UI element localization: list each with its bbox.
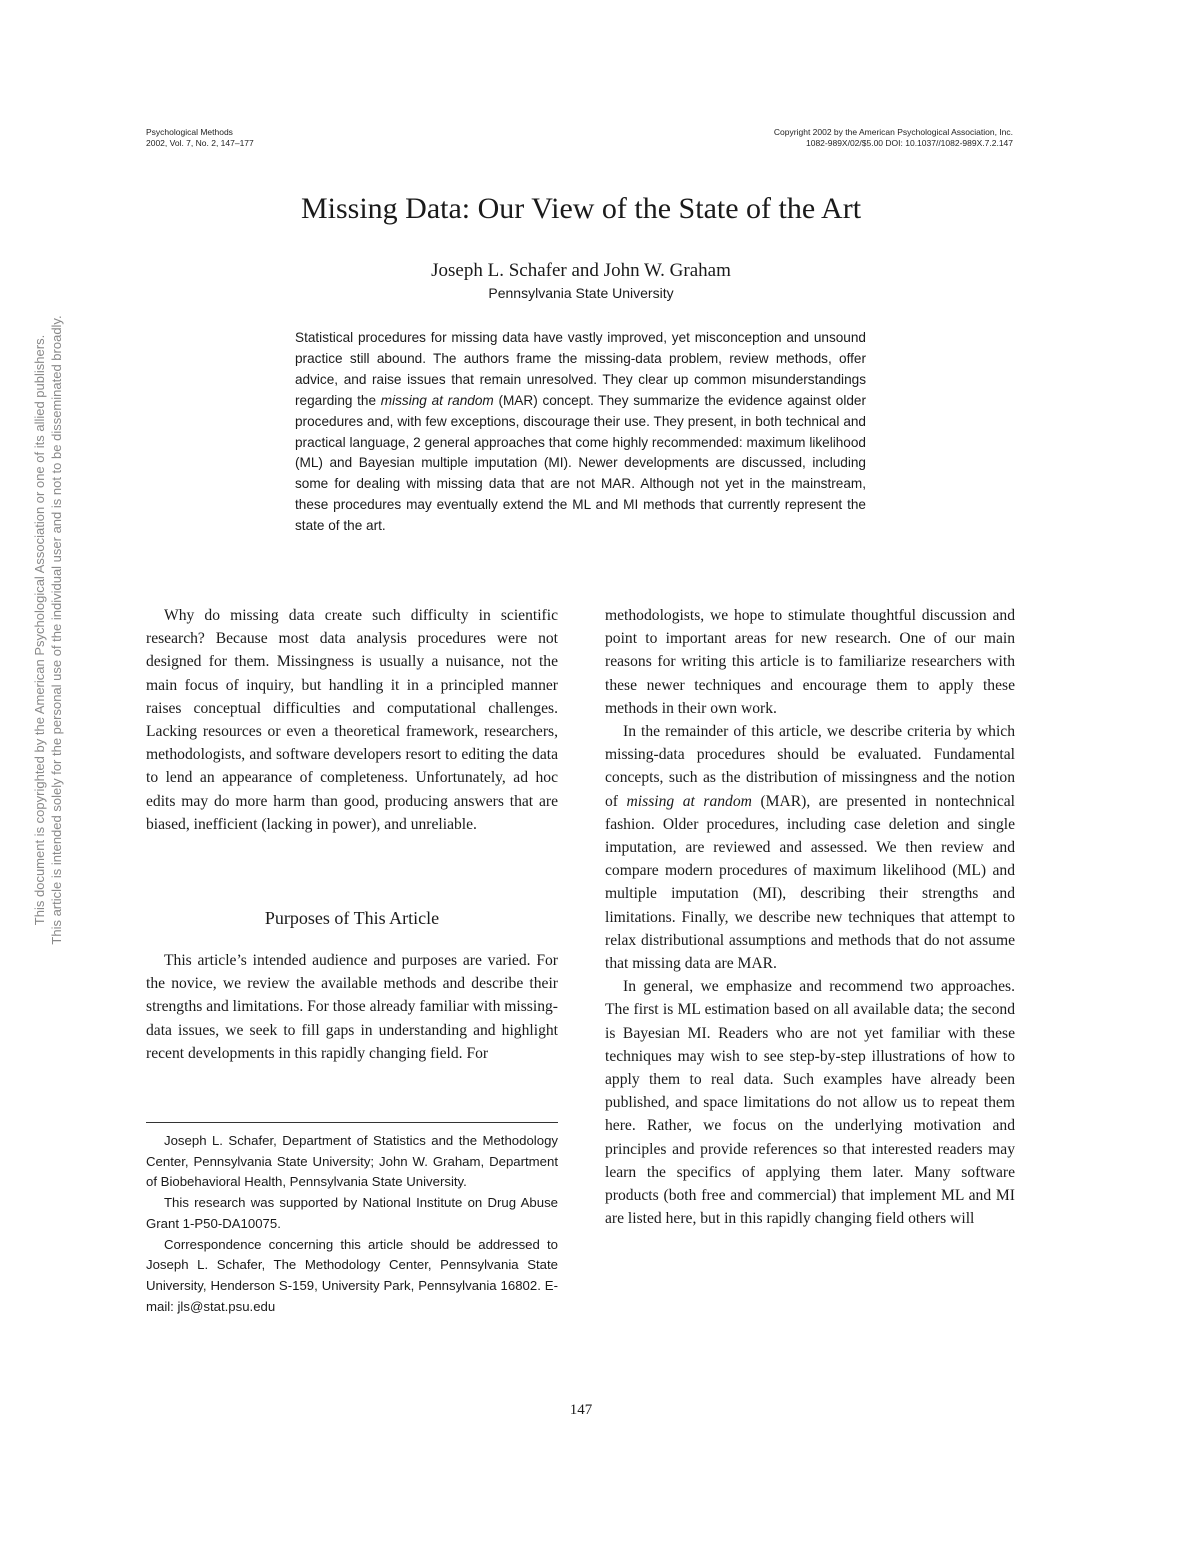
abstract-text-2: (MAR) concept. They summarize the evidence against older procedures and, with few exceptions, discourage their use. They present, in both technical and practical language, 2 general approaches that come highly recommended: maximum likelihood (ML) and Bayesian multiple imputation (MI). Newer developments are discussed, including some for dealing with missing data that are not MAR. Although not yet in the mainstream, these procedures may eventually extend the ML and MI methods that currently represent the state of the art. xyxy=(295,392,866,534)
left-column-purposes xyxy=(146,949,558,1065)
watermark-line-1: This document is copyrighted by the American Psychological Association or one of its allied publishers. xyxy=(32,334,47,926)
abstract xyxy=(295,328,866,537)
continuation-paragraph: methodologists, we hope to stimulate thoughtful discussion and point to important areas for new research. One of our main reasons for writing this article is to familiarize researchers with these newer techniques and encourage them to apply these methods in their own work. xyxy=(605,607,1015,717)
purposes-paragraph: This article’s intended audience and purposes are varied. For the novice, we review the available methods and describe their strengths and limitations. For those already familiar with missing-data issues, we seek to fill gaps in understanding and highlight recent developments in this rapidly changing field. For xyxy=(146,952,558,1062)
article-title: Missing Data: Our View of the State of the Art xyxy=(300,192,862,225)
watermark-line-2: This article is intended solely for the personal use of the individual user and is not to be disseminated broadly. xyxy=(49,315,64,945)
remainder-text-1: In the remainder of this article, we describe criteria by which missing-data procedures should be evaluated. Fundamental concepts, such as the distribution of missingness and the notion of xyxy=(605,723,1015,810)
author-note-affiliations: Joseph L. Schafer, Department of Statistics and the Methodology Center, Pennsylvania State University; John W. Graham, Department of Biobehavioral Health, Pennsylvania State University. xyxy=(146,1133,558,1190)
running-header-right xyxy=(774,127,1013,149)
intro-paragraph: Why do missing data create such difficulty in scientific research? Because most data analysis procedures were not designed for them. Missingness is usually a nuisance, not the main focus of inquiry, but handling it in a principled manner raises conceptual difficulties and computational challenges. Lacking resources or even a theoretical framework, researchers, methodologists, and software developers resort to editing the data to lend an appearance of completeness. Unfortunately, ad hoc edits may do more harm than good, producing answers that are biased, inefficient (lacking in power), and unreliable. xyxy=(146,607,558,833)
journal-name: Psychological Methods xyxy=(146,127,233,137)
author-note-correspondence: Correspondence concerning this article should be addressed to Joseph L. Schafer, The Methodology Center, Pennsylvania State University, Henderson S-159, University Park, Pennsylvania 16802. E-mail: jls@stat.psu.edu xyxy=(146,1236,558,1314)
author-note xyxy=(146,1131,558,1317)
recommendation-paragraph: In general, we emphasize and recommend two approaches. The first is ML estimation based on all available data; the second is Bayesian MI. Readers who are not yet familiar with these techniques may wish to see step-by-step illustrations of how to apply them to real data. Such examples have already been published, and space limitations do not allow us to repeat them here. Rather, we focus on the underlying motivation and principles and provide references so that interested readers may learn the specifics of applying them later. Many software products (both free and commercial) that implement ML and MI are listed here, but in this rapidly changing field others will xyxy=(605,978,1015,1228)
journal-citation: 2002, Vol. 7, No. 2, 147–177 xyxy=(146,138,254,148)
abstract-text-1: Statistical procedures for missing data have vastly improved, yet misconception and unsound practice still abound. The authors frame the missing-data problem, review methods, offer advice, and raise issues that remain unresolved. They clear up common misunderstandings regarding the xyxy=(295,330,866,408)
remainder-italic-term: missing at random xyxy=(626,792,752,810)
left-column-intro xyxy=(146,604,558,836)
running-header-left xyxy=(146,127,254,149)
author-note-funding: This research was supported by National Institute on Drug Abuse Grant 1-P50-DA10075. xyxy=(146,1195,558,1231)
author-affiliation: Pennsylvania State University xyxy=(488,285,674,301)
copyright-line: Copyright 2002 by the American Psychological Association, Inc. xyxy=(773,127,1013,137)
page-number: 147 xyxy=(569,1402,593,1418)
doi-line: 1082-989X/02/$5.00 DOI: 10.1037//1082-989X.7.2.147 xyxy=(806,138,1013,148)
remainder-text-2: (MAR), are presented in nontechnical fashion. Older procedures, including case deletion and single imputation, are reviewed and assessed. We then review and compare modern procedures of maximum likelihood (ML) and multiple imputation (MI), describing their strengths and limitations. Finally, we describe new techniques that attempt to relax distributional assumptions and methods that do not assume that missing data are MAR. xyxy=(605,792,1015,973)
author-names: Joseph L. Schafer and John W. Graham xyxy=(431,260,731,281)
abstract-italic-term: missing at random xyxy=(380,392,494,408)
right-column xyxy=(605,604,1015,1230)
footnote-rule xyxy=(146,1122,558,1123)
remainder-paragraph xyxy=(605,720,1015,975)
copyright-watermark xyxy=(31,315,65,944)
section-heading: Purposes of This Article xyxy=(264,908,440,928)
